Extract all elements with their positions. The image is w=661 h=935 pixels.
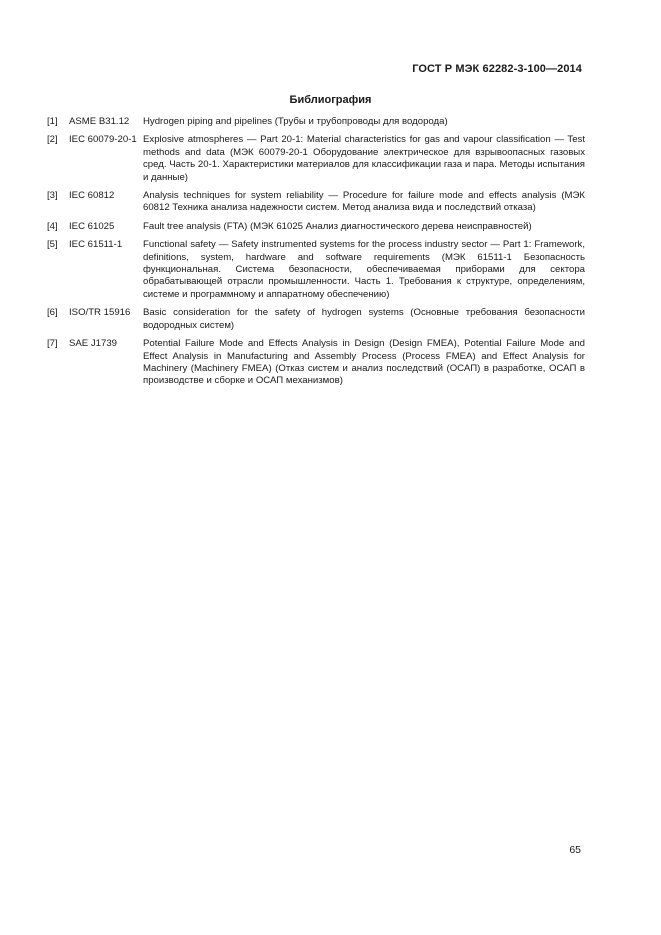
bibliography-entry-7 [47,338,585,388]
entry-standard-code: ISO/TR 15916 [69,307,131,319]
entry-standard-code: IEC 60079-20-1 [69,134,137,146]
entry-number: [7] [47,338,58,350]
entry-number: [5] [47,239,58,251]
entry-standard-code: ASME B31.12 [69,116,130,127]
entry-description: Potential Failure Mode and Effects Analysis in Design (Design FMEA), Potential Failure Mode and Effect Analysis in Manufacturing and Assembly Process (Process FMEA) and Effect Analysis for Machinery (Machinery FMEA) (Отказ систем и анализ последствий (ОСАП) в разработке, ОСАП в производстве и сборке и ОСАП механизмов) [143,338,585,387]
entry-number: [1] [47,116,58,127]
entry-number: [6] [47,307,58,319]
entry-description: Analysis techniques for system reliability — Procedure for failure mode and effects analysis (МЭК 60812 Техника анализа надежности систем. Метод анализа вида и последствий отказа) [143,190,585,214]
bibliography-entry-5 [47,239,585,301]
bibliography-list [47,116,585,394]
entry-description: Explosive atmospheres — Part 20-1: Material characteristics for gas and vapour classification — Test methods and data (МЭК 60079-20-1 Оборудование электрическое для взрывоопасных газовых сред. Часть 20-1. Характеристики материалов для классификации газа и пара. Методы испытания и данные) [143,134,585,183]
entry-standard-code: IEC 61025 [69,220,115,232]
entry-number: [2] [47,134,58,146]
page-number: 65 [569,844,581,856]
bibliography-entry-4 [47,221,585,233]
bibliography-title: Библиография [289,94,372,106]
bibliography-entry-1 [47,116,585,128]
entry-description: Fault tree analysis (FTA) (МЭК 61025 Анализ диагностического дерева неисправностей) [143,220,532,232]
entry-standard-code: IEC 61511-1 [69,239,123,251]
entry-number: [4] [47,220,58,232]
entry-description: Basic consideration for the safety of hydrogen systems (Основные требования безопасности водородных систем) [143,307,585,331]
entry-number: [3] [47,190,58,202]
entry-description: Hydrogen piping and pipelines (Трубы и трубопроводы для водорода) [143,116,448,127]
bibliography-entry-2 [47,134,585,184]
bibliography-entry-3 [47,190,585,215]
entry-standard-code: IEC 60812 [69,190,115,202]
entry-standard-code: SAE J1739 [69,338,118,350]
bibliography-entry-6 [47,307,585,332]
entry-description: Functional safety — Safety instrumented systems for the process industry sector — Part 1: Framework, definitions, system, hardware and software requirements (МЭК 61511-1 Безопасность функциональная. Система безопасности, обеспечиваемая приборами для сектора обрабатывающей отрасли промышленности. Часть 1. Требования к структуре, определениям, системе и программному и аппаратному обеспечению) [143,239,585,300]
document-header-code: ГОСТ Р МЭК 62282-3-100—2014 [412,63,582,75]
